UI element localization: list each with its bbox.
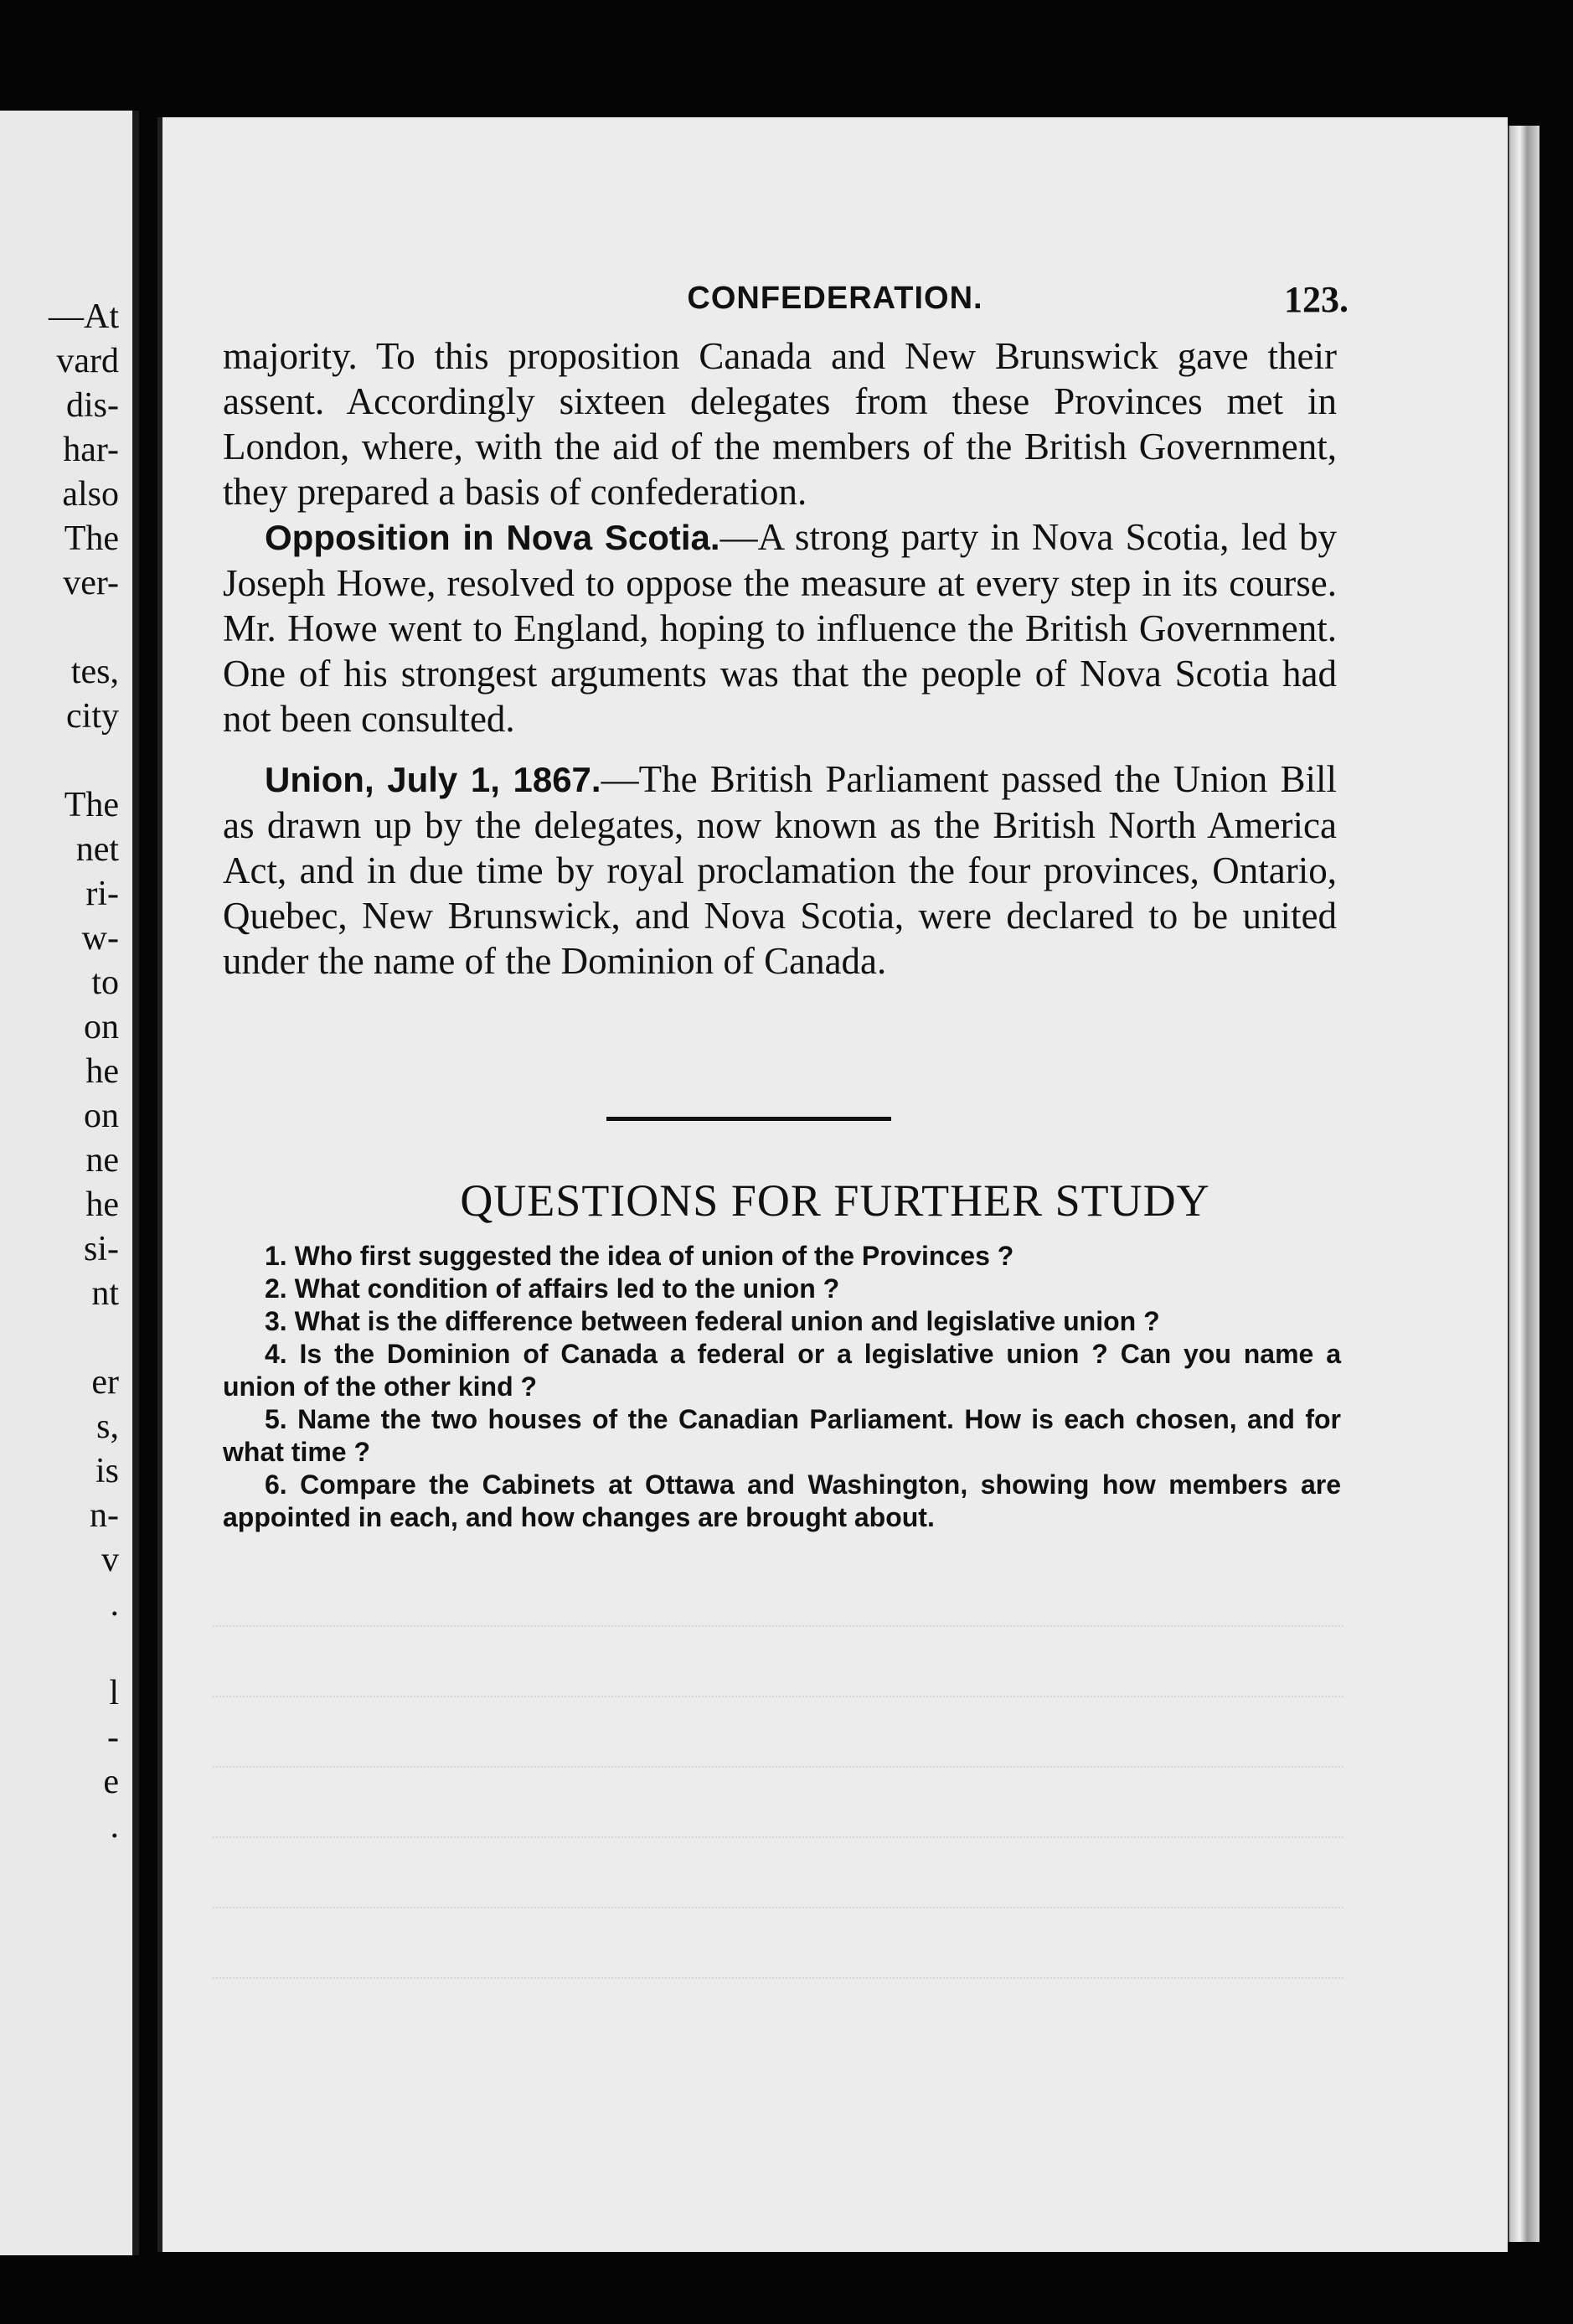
facing-page-fragment: on	[84, 1008, 119, 1046]
facing-page-fragment: —At	[49, 297, 119, 336]
facing-page-fragment: e	[103, 1763, 119, 1801]
facing-page-fragment: -	[107, 1718, 119, 1757]
facing-page-fragment: v	[101, 1541, 119, 1579]
facing-page-text-fragments	[0, 295, 126, 1849]
facing-page-fragment: also	[62, 475, 119, 514]
facing-page-fragment: on	[84, 1097, 119, 1135]
show-through-marks	[213, 1592, 1343, 2094]
facing-page-fragment: l	[109, 1674, 119, 1712]
facing-page-fragment: nt	[91, 1274, 119, 1313]
facing-page-fragment: vard	[56, 342, 119, 380]
page-stack-edge	[1508, 126, 1539, 2242]
running-head: CONFEDERATION.	[687, 281, 983, 316]
paragraph-continuation	[223, 333, 1337, 514]
facing-page-edge	[0, 111, 139, 2255]
side-heading: Union, July 1, 1867.	[265, 760, 601, 799]
facing-page-fragment	[0, 1627, 119, 1671]
facing-page-fragment: he	[85, 1185, 119, 1224]
paragraph-text: —The British Parliament passed the Union Bill as drawn up by the delegates, now known as the British North America Act, and in due time by royal proclamation the four provinces, Ontario, Quebec, New Brunswick, and Nova Scotia, were declared to be united under the name of the Dominion of Canada.	[223, 758, 1337, 982]
facing-page-fragment: w-	[81, 919, 119, 958]
paragraph-union	[223, 757, 1337, 984]
question-item: 2. What condition of affairs led to the union ?	[265, 1273, 840, 1304]
facing-page-fragment: The	[64, 519, 119, 558]
facing-page-fragment	[0, 739, 119, 783]
facing-page-fragment: si-	[84, 1230, 119, 1268]
side-heading: Opposition in Nova Scotia.	[265, 518, 720, 557]
facing-page-fragment: har-	[63, 431, 119, 469]
facing-page-fragment: er	[91, 1363, 119, 1402]
facing-page-fragment: n-	[90, 1496, 119, 1535]
paragraph-opposition	[223, 514, 1337, 741]
book-page	[157, 117, 1508, 2252]
facing-page-fragment: net	[75, 830, 119, 869]
facing-page-fragment: tes,	[70, 653, 119, 691]
facing-page-fragment	[0, 606, 119, 650]
question-item: 4. Is the Dominion of Canada a federal or a legislative union ? Can you name a union of the other kind ?	[223, 1339, 1341, 1402]
body-text	[223, 333, 1337, 984]
page-number: 123.	[1284, 279, 1349, 320]
facing-page-fragment: ne	[85, 1141, 119, 1180]
paragraph-text: majority. To this proposition Canada and New Brunswick gave their assent. Accordingly sixteen delegates from these Provinces met in London, where, with the aid of the members of the British Government, they prepared a basis of confederation.	[223, 335, 1337, 513]
question-item: 1. Who first suggested the idea of union of the Provinces ?	[265, 1241, 1014, 1271]
facing-page-fragment: is	[95, 1452, 119, 1490]
facing-page-fragment: The	[64, 786, 119, 824]
facing-page-fragment: ver-	[63, 564, 119, 602]
section-divider	[606, 1117, 891, 1121]
facing-page-fragment: .	[110, 1807, 119, 1846]
facing-page-fragment: .	[110, 1585, 119, 1624]
facing-page-fragment: ri-	[85, 875, 119, 913]
facing-page-fragment: city	[66, 697, 119, 736]
facing-page-fragment: he	[85, 1052, 119, 1091]
facing-page-fragment: to	[91, 963, 119, 1002]
facing-page-fragment	[0, 1316, 119, 1361]
questions-heading: QUESTIONS FOR FURTHER STUDY	[460, 1175, 1210, 1226]
question-item: 6. Compare the Cabinets at Ottawa and Washington, showing how members are appointed in each, and how changes are brought about.	[223, 1469, 1341, 1532]
questions-list	[223, 1240, 1341, 1534]
question-item: 5. Name the two houses of the Canadian Parliament. How is each chosen, and for what time ?	[223, 1404, 1341, 1467]
facing-page-fragment: s,	[96, 1407, 119, 1446]
paragraph-text: —A strong party in Nova Scotia, led by Joseph Howe, resolved to oppose the measure at every step in its course. Mr. Howe went to England, hoping to influence the British Government. One of his strongest arguments was that the people of Nova Scotia had not been consulted.	[223, 516, 1337, 740]
facing-page-fragment: dis-	[66, 386, 119, 425]
question-item: 3. What is the difference between federal union and legislative union ?	[265, 1306, 1160, 1336]
